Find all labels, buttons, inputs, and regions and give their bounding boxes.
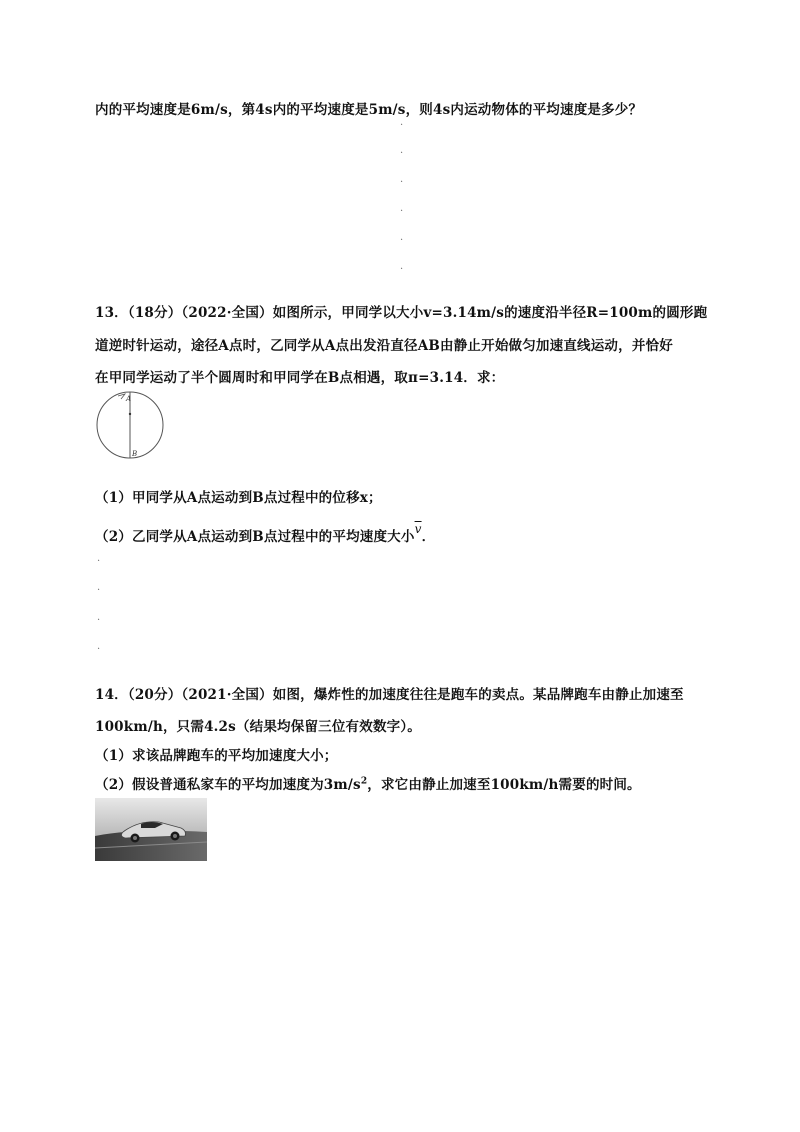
stray-dot: · [400, 120, 404, 131]
q14-sub-2-text-b: ，求它由静止加速至100km/h需要的时间。 [367, 777, 641, 793]
q14-sub-1: （1）求该品牌跑车的平均加速度大小； [95, 748, 338, 764]
stray-dot: · [97, 644, 101, 655]
stray-dot: · [97, 556, 101, 567]
q12-text: 内的平均速度是6m/s，第4s内的平均速度是5m/s，则4s内运动物体的平均速度是多少？ [95, 102, 643, 118]
sports-car-photo [95, 798, 207, 861]
q13-line-2: 道逆时针运动，途径A点时，乙同学从A点出发沿直径AB由静止开始做匀加速直线运动，并恰好 [95, 338, 673, 354]
q13-sub-2-end: ． [421, 529, 436, 545]
stray-dot: · [400, 235, 404, 246]
q14-line-2: 100km/h，只需4.2s（结果均保留三位有效数字）。 [95, 719, 422, 735]
q13-sub-2 [95, 522, 436, 545]
label-a: A [126, 395, 132, 403]
stray-dot: · [400, 177, 404, 188]
q13-sub-2-text: （2）乙同学从A点运动到B点过程中的平均速度大小 [95, 529, 415, 545]
stray-dot: · [400, 264, 404, 275]
q14-sub-2-text-a: （2）假设普通私家车的平均加速度为3m/s [95, 777, 361, 793]
stray-dot: · [400, 148, 404, 159]
q13-line-3: 在甲同学运动了半个圆周时和甲同学在B点相遇，取π=3.14．求： [95, 370, 505, 386]
label-b: B [132, 450, 138, 458]
circle-track-figure [92, 390, 176, 465]
q14-line-1: 14．（20分）（2021·全国）如图，爆炸性的加速度往往是跑车的卖点。某品牌跑车由静止加速至 [95, 687, 684, 703]
q14-sub-2-sup: 2 [360, 776, 368, 787]
stray-dot: · [400, 206, 404, 217]
velocity-symbol: $\overline{v}$ [414, 522, 422, 536]
q13-line-1: 13．（18分）（2022·全国）如图所示，甲同学以大小v=3.14m/s的速度沿半径R=100m的圆形跑 [95, 305, 708, 321]
q14-sub-2 [95, 773, 641, 793]
stray-dot: · [97, 615, 101, 626]
q13-sub-1: （1）甲同学从A点运动到B点过程中的位移x； [95, 490, 382, 506]
stray-dot: · [97, 585, 101, 596]
